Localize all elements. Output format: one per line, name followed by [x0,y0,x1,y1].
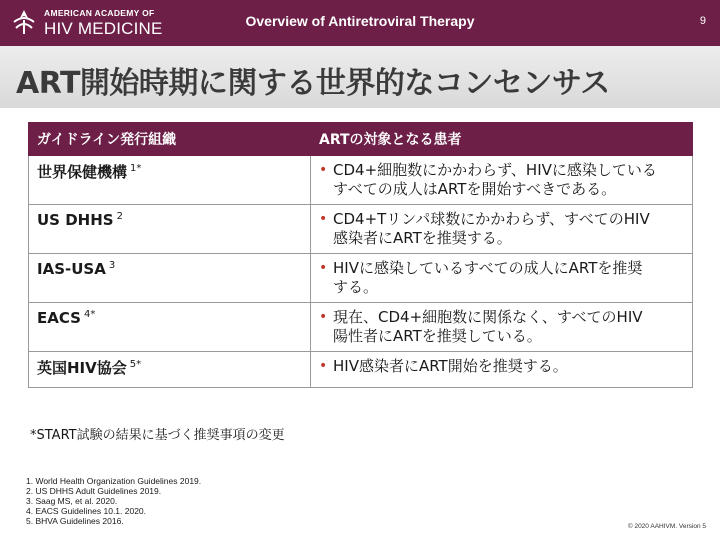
org-cell [29,303,311,352]
bullet-icon: • [319,211,328,227]
bullet-icon: • [319,260,328,276]
patients-cell [311,254,693,303]
table-row [29,205,693,254]
reference-item: 5. BHVA Guidelines 2016. [26,516,124,526]
guidelines-table [28,122,693,388]
slide-header [0,0,720,46]
header-title: Overview of Antiretroviral Therapy [245,13,475,29]
column-header-patients: ARTの対象となる患者 [311,123,693,156]
org-cell [29,205,311,254]
reference-item: 2. US DHHS Adult Guidelines 2019. [26,486,162,496]
footnote: *START試験の結果に基づく推奨事項の変更 [30,428,285,443]
table-row [29,254,693,303]
patients-line: 陽性者にARTを推奨している。 [333,327,542,345]
patients-line: CD4+Tリンパ球数にかかわらず、すべてのHIV [333,210,650,228]
org-name: IAS-USA [37,260,106,278]
table-row [29,352,693,388]
patients-line: HIV感染者にART開始を推奨する。 [333,357,568,375]
logo-text-line2: HIV MEDICINE [44,19,163,38]
patients-cell [311,303,693,352]
slide-number: 9 [699,15,706,27]
org-name: 世界保健機構 [37,163,128,181]
bullet-icon: • [319,309,328,325]
org-cell [29,254,311,303]
org-reference: 5* [129,359,142,370]
reference-item: 1. World Health Organization Guidelines 2019. [26,476,202,486]
patients-line: すべての成人はARTを開始すべきである。 [333,180,617,198]
patients-line: する。 [333,278,379,296]
patients-line: 現在、CD4+細胞数に関係なく、すべてのHIV [333,308,643,326]
bullet-icon: • [319,358,328,374]
column-header-organization: ガイドライン発行組織 [29,123,311,156]
patients-cell [311,352,693,388]
references-list [26,476,201,526]
org-reference: 2 [116,211,123,222]
org-reference: 3 [108,260,116,271]
org-cell [29,156,311,205]
table-row [29,156,693,205]
copyright-notice: © 2020 AAHIVM. Version 5 [627,523,706,530]
patients-line: 感染者にARTを推奨する。 [333,229,512,247]
bullet-icon: • [319,162,328,178]
logo-text-line1: AMERICAN ACADEMY OF [44,8,155,18]
hiv-medicine-logo-icon [10,8,38,36]
page-title: ART開始時期に関する世界的なコンセンサス [16,66,610,101]
org-name: US DHHS [37,211,114,229]
patients-line: HIVに感染しているすべての成人にARTを推奨 [333,259,643,277]
patients-cell [311,205,693,254]
org-reference: 1* [130,163,142,174]
org-reference: 4* [83,309,96,320]
reference-item: 4. EACS Guidelines 10.1. 2020. [26,506,147,516]
table-row [29,303,693,352]
table-header-row [29,123,693,156]
org-cell [29,352,311,388]
org-name: 英国HIV協会 [37,359,127,377]
patients-line: CD4+細胞数にかかわらず、HIVに感染している [333,161,657,179]
patients-cell [311,156,693,205]
org-name: EACS [37,309,81,327]
reference-item: 3. Saag MS, et al. 2020. [26,496,118,506]
